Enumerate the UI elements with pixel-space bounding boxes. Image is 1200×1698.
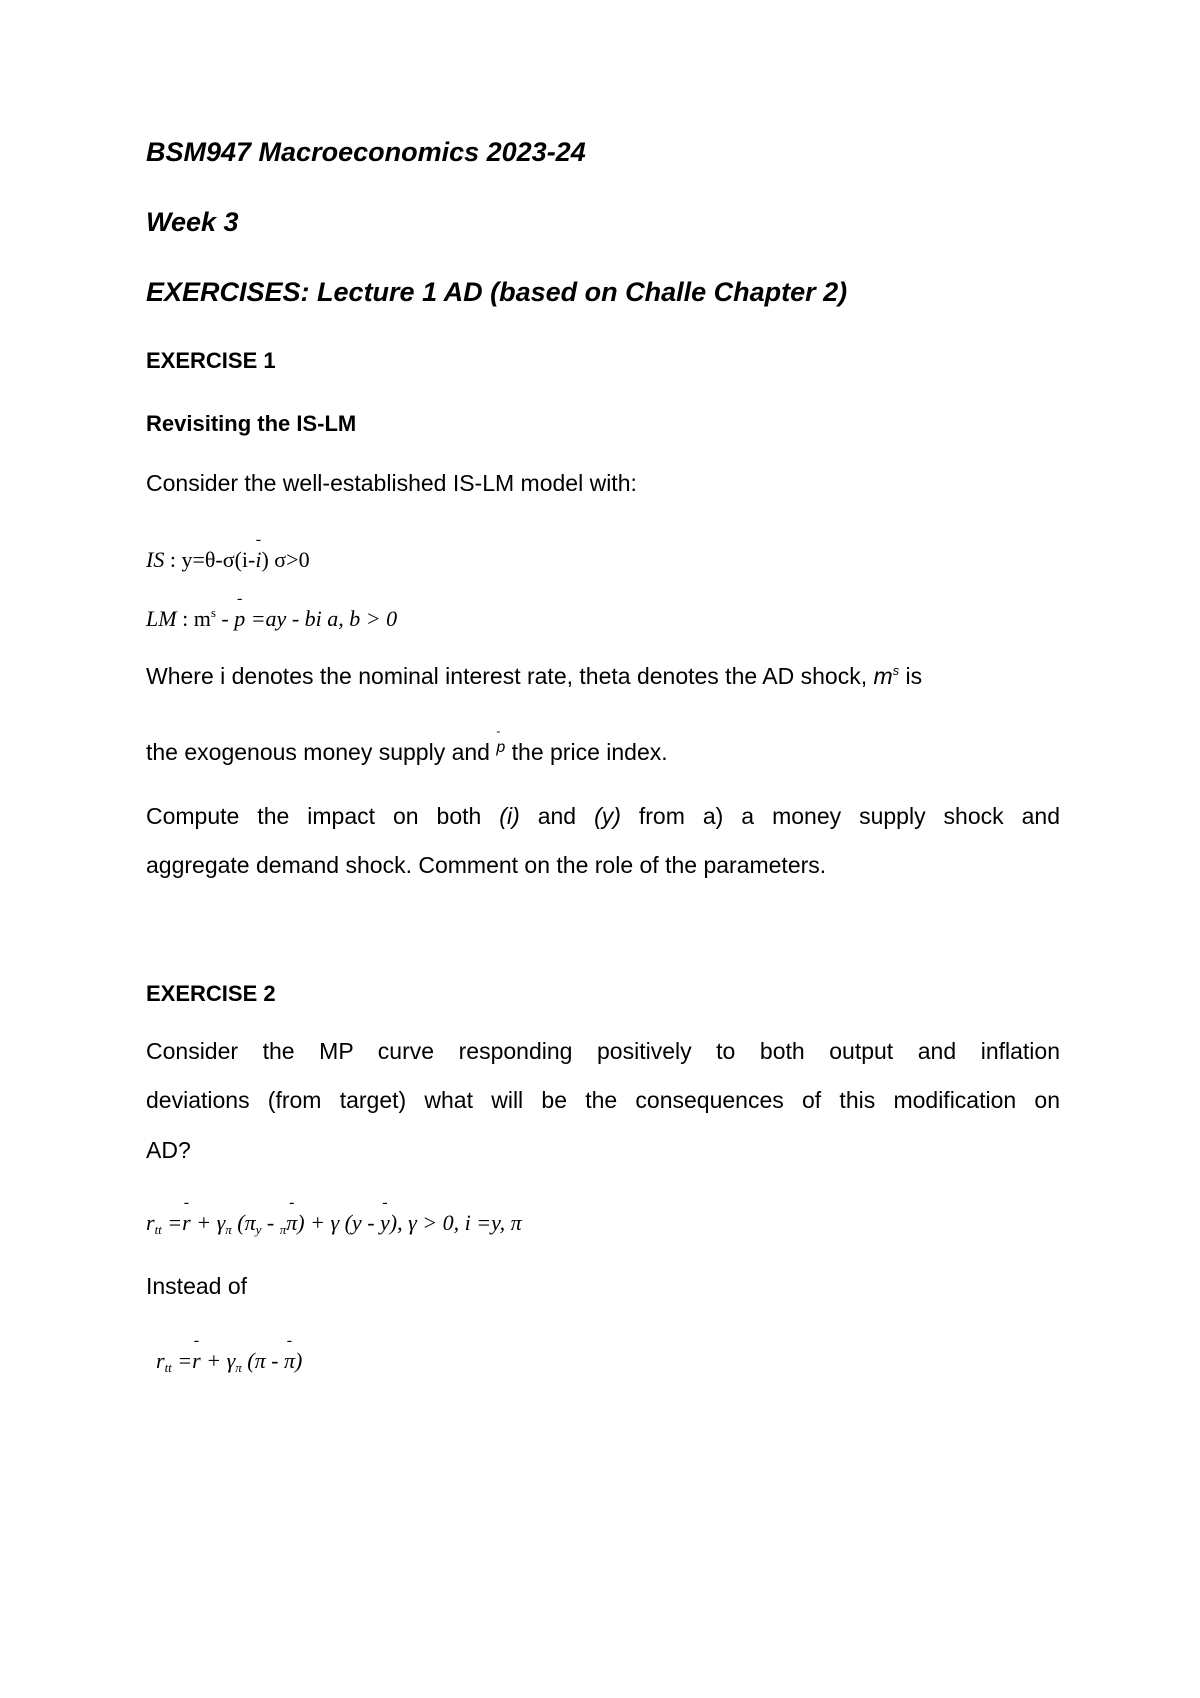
exercises-subtitle: EXERCISES: Lecture 1 AD (based on Challe Chapter 2) [146,277,848,307]
exercise-1-heading: EXERCISE 1 [146,348,276,373]
eq1-pisub: y [255,1222,262,1237]
exo-p: - p [496,738,505,759]
instead-of: Instead of [146,1273,248,1299]
where-m: m [873,663,893,689]
eq1-pibar: - π [286,1210,297,1236]
is-sep: : [164,547,182,572]
lm-sep: : [176,606,194,631]
exo-a: the exogenous money supply and [146,739,497,765]
eq2-open: (π - [241,1348,284,1373]
lm-m: m [193,606,211,631]
eq1-plus1: + γ [190,1210,226,1235]
eq1-tail: ), γ > 0, i =y, π [389,1210,522,1235]
where-b: is [899,663,923,689]
is-eq-a: y=θ-σ(i- [181,547,256,572]
exo-b: the price index. [505,739,668,765]
eq1-g1sub: π [225,1222,232,1237]
eq2-close: ) [294,1348,303,1373]
eq1-ybar: - y [380,1210,390,1236]
ex2-para-line-3: AD? [146,1137,191,1163]
exercise-1-subheading: Revisiting the IS-LM [146,411,357,436]
eq2-pibar: - π [284,1348,295,1374]
eq1-rbar: - r [182,1210,191,1236]
question-line-2: aggregate demand shock. Comment on the role of the parameters. [146,852,827,878]
mp-equation-original [156,1348,302,1376]
q-and: and [519,803,595,829]
eq1-minus1: - [261,1210,280,1235]
where-line [146,662,922,692]
eq1-rsub: tt [154,1222,162,1237]
lm-equation [146,605,397,632]
is-equation [146,547,310,573]
mp-equation-modified [146,1210,522,1238]
q-a: Compute the impact on both [146,803,500,829]
eq2-r: r [156,1348,165,1373]
eq1-pibar-pre: π [279,1222,287,1237]
eq2-plus: + γ [200,1348,236,1373]
lm-rest: =ay - bi a, b > 0 [245,606,398,631]
eq2-rsub: tt [164,1360,172,1375]
eq1-open1: (π [231,1210,256,1235]
lm-pbar: - p [234,606,245,632]
q-i: (i) [499,803,520,829]
is-eq-b: ) σ>0 [261,547,310,572]
exercise-1-intro: Consider the well-established IS-LM model with: [146,470,637,496]
where-s: s [892,663,900,678]
exogenous-line [146,738,668,768]
week-heading: Week 3 [146,207,239,237]
eq2-rbar: - r [192,1348,201,1374]
ex2-para-line-1: Consider the MP curve responding positively to both output and inflation [146,1038,1060,1064]
document-title: BSM947 Macroeconomics 2023-24 [146,137,586,167]
lm-label: LM [146,606,177,631]
is-eq-ibar: - i [255,547,261,573]
question-line-1 [146,802,1060,832]
exercise-2-heading: EXERCISE 2 [146,981,276,1006]
ex2-para-line-2: deviations (from target) what will be the consequences of this modification on [146,1087,1060,1113]
eq1-r: r [146,1210,155,1235]
lm-s-sup: s [210,605,216,620]
q-b: from a) a money supply shock and [620,803,1060,829]
is-label: IS [146,547,165,572]
eq2-gsub: π [235,1360,242,1375]
eq1-eq: = [161,1210,183,1235]
q-y: (y) [594,803,621,829]
where-a: Where i denotes the nominal interest rate, theta denotes the AD shock, [146,663,874,689]
eq1-close1: ) + γ (y - [297,1210,381,1235]
lm-minus: - [215,606,235,631]
eq2-eq: = [171,1348,193,1373]
